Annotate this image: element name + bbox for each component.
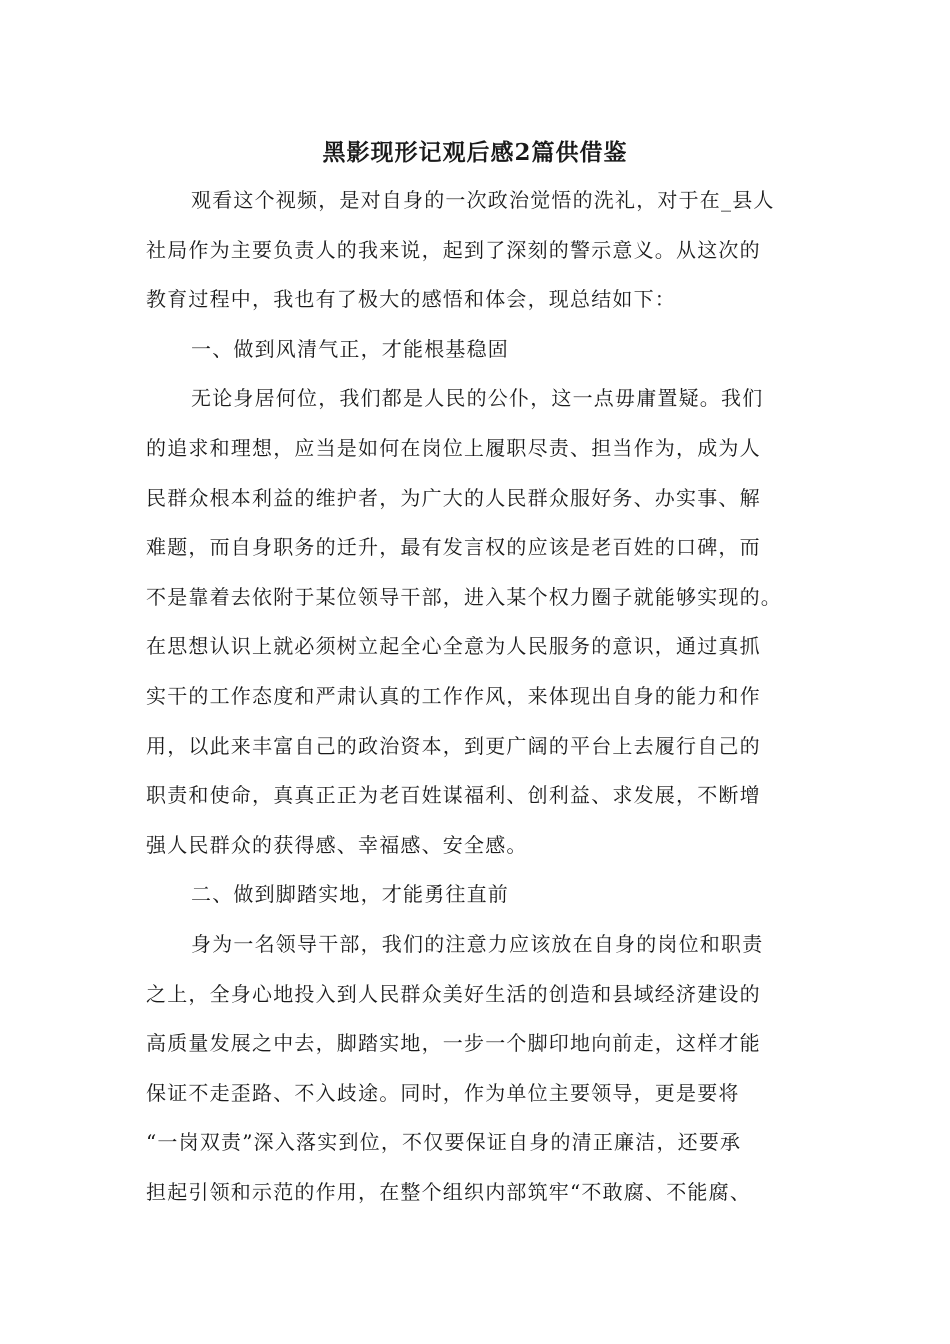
body-line: 身为一名领导干部，我们的注意力应该放在自身的岗位和职责 xyxy=(191,931,764,956)
body-line: 教育过程中，我也有了极大的感悟和体会，现总结如下： xyxy=(146,287,676,312)
body-line: 难题，而自身职务的迁升，最有发言权的应该是老百姓的口碑，而 xyxy=(146,535,761,560)
body-line: 职责和使命，真真正正为老百姓谋福利、创利益、求发展，不断增 xyxy=(146,783,761,808)
body-line: 社局作为主要负责人的我来说，起到了深刻的警示意义。从这次的 xyxy=(146,237,761,262)
body-line: 无论身居何位，我们都是人民的公仆，这一点毋庸置疑。我们 xyxy=(191,386,764,411)
body-line: 保证不走歪路、不入歧途。同时，作为单位主要领导，更是要将 xyxy=(146,1080,740,1105)
document-body xyxy=(146,176,794,1217)
document-title: 黑影现形记观后感2篇供借鉴 xyxy=(322,139,628,166)
body-line: 不是靠着去依附于某位领导干部，进入某个权力圈子就能够实现的。 xyxy=(146,584,782,609)
body-line: “一岗双责”深入落实到位，不仅要保证自身的清正廉洁，还要承 xyxy=(146,1130,742,1155)
body-line: 强人民群众的获得感、幸福感、安全感。 xyxy=(146,832,528,857)
body-line: 的追求和理想，应当是如何在岗位上履职尽责、担当作为，成为人 xyxy=(146,435,761,460)
body-line: 在思想认识上就必须树立起全心全意为人民服务的意识，通过真抓 xyxy=(146,634,761,659)
body-line: 之上，全身心地投入到人民群众美好生活的创造和县域经济建设的 xyxy=(146,981,761,1006)
body-line: 实干的工作态度和严肃认真的工作作风，来体现出自身的能力和作 xyxy=(146,683,761,708)
body-line: 观看这个视频，是对自身的一次政治觉悟的洗礼，对于在_县人 xyxy=(191,188,775,212)
body-line: 担起引领和示范的作用，在整个组织内部筑牢“不敢腐、不能腐、 xyxy=(146,1179,752,1204)
section-heading: 一、做到风清气正，才能根基稳固 xyxy=(191,336,509,361)
body-line: 用，以此来丰富自己的政治资本，到更广阔的平台上去履行自己的 xyxy=(146,733,761,758)
body-line: 民群众根本利益的维护者，为广大的人民群众服好务、办实事、解 xyxy=(146,485,761,510)
section-heading: 二、做到脚踏实地，才能勇往直前 xyxy=(191,882,509,907)
body-line: 高质量发展之中去，脚踏实地，一步一个脚印地向前走，这样才能 xyxy=(146,1031,761,1056)
